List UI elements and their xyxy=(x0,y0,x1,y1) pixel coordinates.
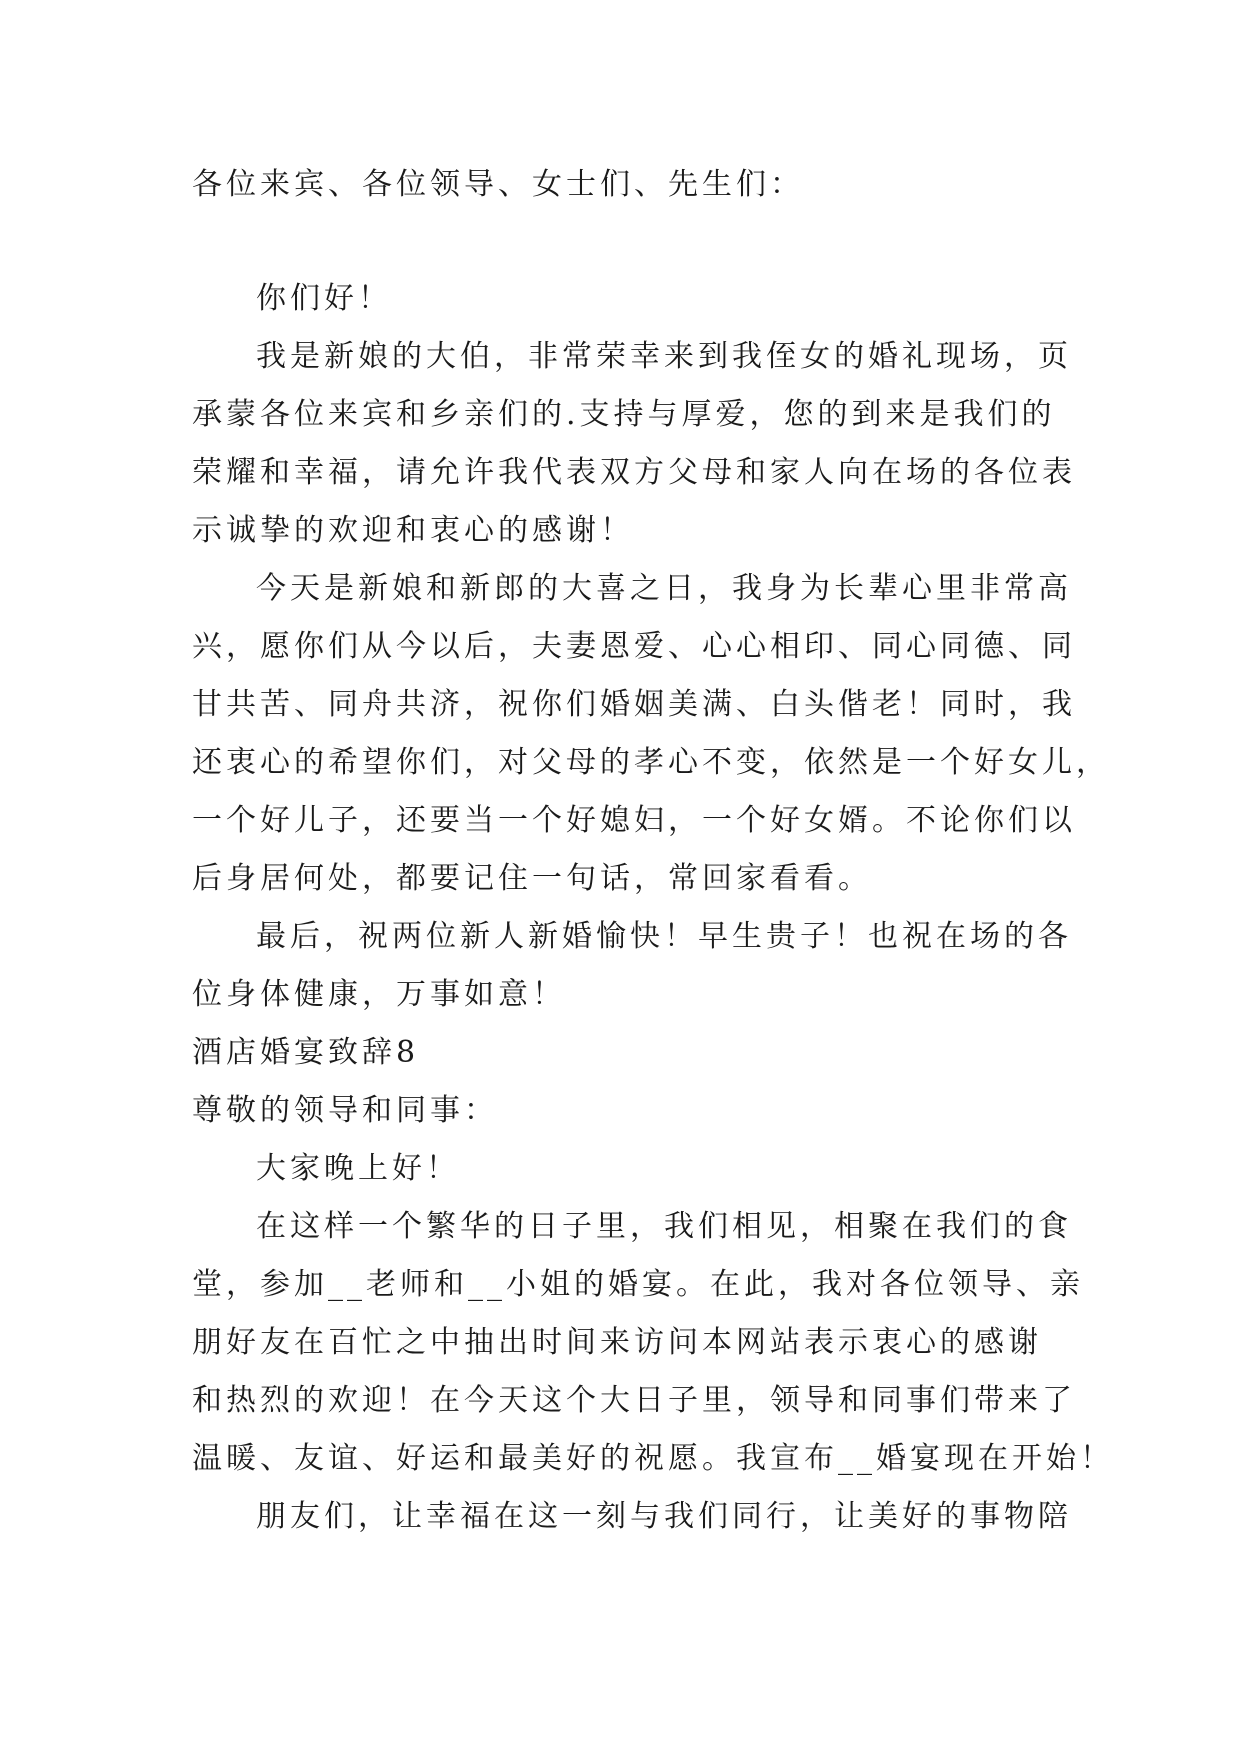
paragraph-line: 承蒙各位来宾和乡亲们的.支持与厚爱，您的到来是我们的 xyxy=(192,397,1056,432)
paragraph-line: 还衷心的希望你们，对父母的孝心不变，依然是一个好女儿， xyxy=(192,745,1110,780)
salutation: 尊敬的领导和同事： xyxy=(192,1093,498,1128)
paragraph xyxy=(192,560,1110,908)
paragraph-line: 在这样一个繁华的日子里，我们相见，相聚在我们的食 xyxy=(256,1209,1072,1244)
paragraph-line: 一个好儿子，还要当一个好媳妇，一个好女婿。不论你们以 xyxy=(192,803,1076,838)
paragraph xyxy=(192,1488,1072,1546)
paragraph-line: 甘共苦、同舟共济，祝你们婚姻美满、白头偕老！同时，我 xyxy=(192,687,1076,722)
paragraph-line: 荣耀和幸福，请允许我代表双方父母和家人向在场的各位表 xyxy=(192,455,1076,490)
paragraph-line: 和热烈的欢迎！在今天这个大日子里，领导和同事们带来了 xyxy=(192,1383,1076,1418)
paragraph-line: 今天是新娘和新郎的大喜之日，我身为长辈心里非常高 xyxy=(256,571,1072,606)
paragraph-line: 朋友们，让幸福在这一刻与我们同行，让美好的事物陪 xyxy=(256,1499,1072,1534)
paragraph xyxy=(192,908,1072,1024)
paragraph-line: 示诚挚的欢迎和衷心的感谢！ xyxy=(192,513,634,548)
paragraph-line: 我是新娘的大伯，非常荣幸来到我侄女的婚礼现场，页 xyxy=(256,339,1072,374)
paragraph-line: 堂，参加__老师和__小姐的婚宴。在此，我对各位领导、亲 xyxy=(192,1267,1084,1302)
paragraph xyxy=(192,328,1076,560)
paragraph-line: 后身居何处，都要记住一句话，常回家看看。 xyxy=(192,861,872,896)
greeting: 大家晚上好！ xyxy=(256,1151,460,1186)
paragraph xyxy=(192,1198,1114,1488)
paragraph-line: 位身体健康，万事如意！ xyxy=(192,977,566,1012)
spacer xyxy=(192,214,1052,270)
paragraph-line: 兴，愿你们从今以后，夫妻恩爱、心心相印、同心同德、同 xyxy=(192,629,1076,664)
document-page xyxy=(192,156,1114,1546)
salutation: 各位来宾、各位领导、女士们、先生们： xyxy=(192,167,804,202)
greeting: 你们好！ xyxy=(256,281,392,316)
paragraph-line: 温暖、友谊、好运和最美好的祝愿。我宣布__婚宴现在开始！ xyxy=(192,1441,1114,1476)
paragraph-line: 最后，祝两位新人新婚愉快！早生贵子！也祝在场的各 xyxy=(256,919,1072,954)
paragraph-line: 朋好友在百忙之中抽出时间来访问本网站表示衷心的感谢 xyxy=(192,1325,1042,1360)
section-heading: 酒店婚宴致辞8 xyxy=(192,1035,420,1070)
